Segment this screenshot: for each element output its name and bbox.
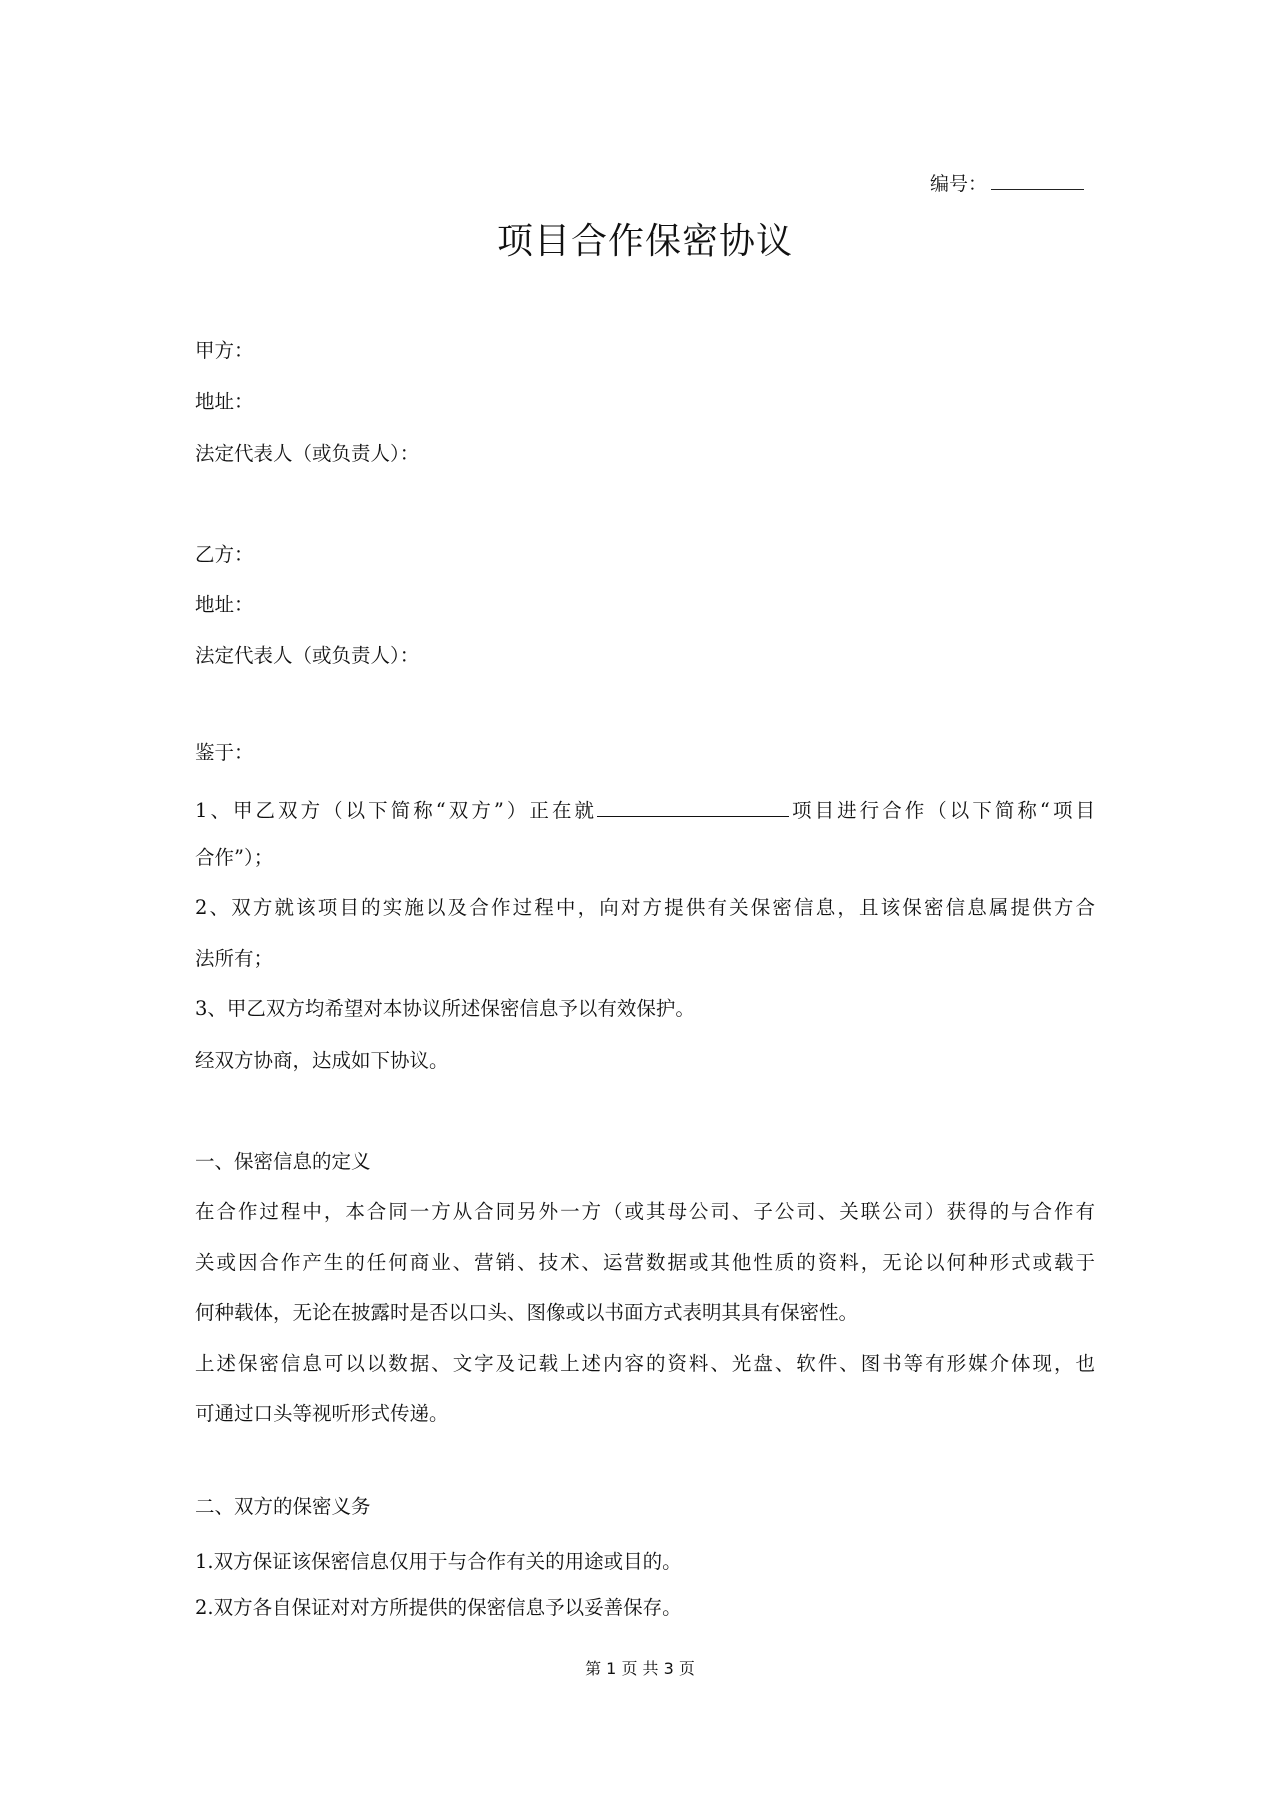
party-b-name: 乙方： [195,543,254,566]
document-number-blank [991,171,1084,190]
party-a-representative: 法定代表人（或负责人）： [195,442,420,465]
section-1-para-2-line: 可通过口头等视听形式传递。 [195,1402,449,1425]
section-1-heading: 一、保密信息的定义 [195,1150,371,1173]
page-footer: 第 1 页 共 3 页 [585,1659,695,1678]
section-1-para-1-line: 关或因合作产生的任何商业、营销、技术、运营数据或其他性质的资料，无论以何种形式或载于 [195,1251,1095,1274]
document-number [930,171,1084,196]
project-name-blank [597,796,789,817]
document-number-label: 编号： [930,173,988,195]
whereas-item-3: 3、甲乙双方均希望对本协议所述保密信息予以有效保护。 [195,997,695,1020]
whereas-item-1 [195,796,1095,823]
section-1-para-2-line: 上述保密信息可以以数据、文字及记载上述内容的资料、光盘、软件、图书等有形媒介体现，也 [195,1352,1095,1375]
section-2-item: 2.双方各自保证对对方所提供的保密信息予以妥善保存。 [195,1596,682,1619]
document-title: 项目合作保密协议 [496,221,793,262]
section-2-item: 1.双方保证该保密信息仅用于与合作有关的用途或目的。 [195,1550,682,1573]
section-2-heading: 二、双方的保密义务 [195,1495,371,1518]
whereas-item-2-line-1: 2、双方就该项目的实施以及合作过程中，向对方提供有关保密信息，且该保密信息属提供方合 [195,896,1095,919]
whereas-conclusion: 经双方协商，达成如下协议。 [195,1049,449,1072]
section-1-para-1-line: 何种载体，无论在披露时是否以口头、图像或以书面方式表明其具有保密性。 [195,1301,859,1324]
party-a-address: 地址： [195,390,254,413]
whereas-item-1-cont: 合作”）； [195,846,274,869]
whereas-item-1-after: 项目进行合作（以下简称“项目 [789,799,1095,822]
party-b-address: 地址： [195,593,254,616]
section-1-para-1-line: 在合作过程中，本合同一方从合同另外一方（或其母公司、子公司、关联公司）获得的与合作有 [195,1200,1095,1223]
party-b-representative: 法定代表人（或负责人）： [195,644,420,667]
whereas-heading: 鉴于： [195,741,254,764]
whereas-item-2-line-2: 法所有； [195,947,274,970]
party-a-name: 甲方： [195,339,254,362]
whereas-item-1-before: 1、甲乙双方（以下简称“双方”）正在就 [195,799,598,822]
